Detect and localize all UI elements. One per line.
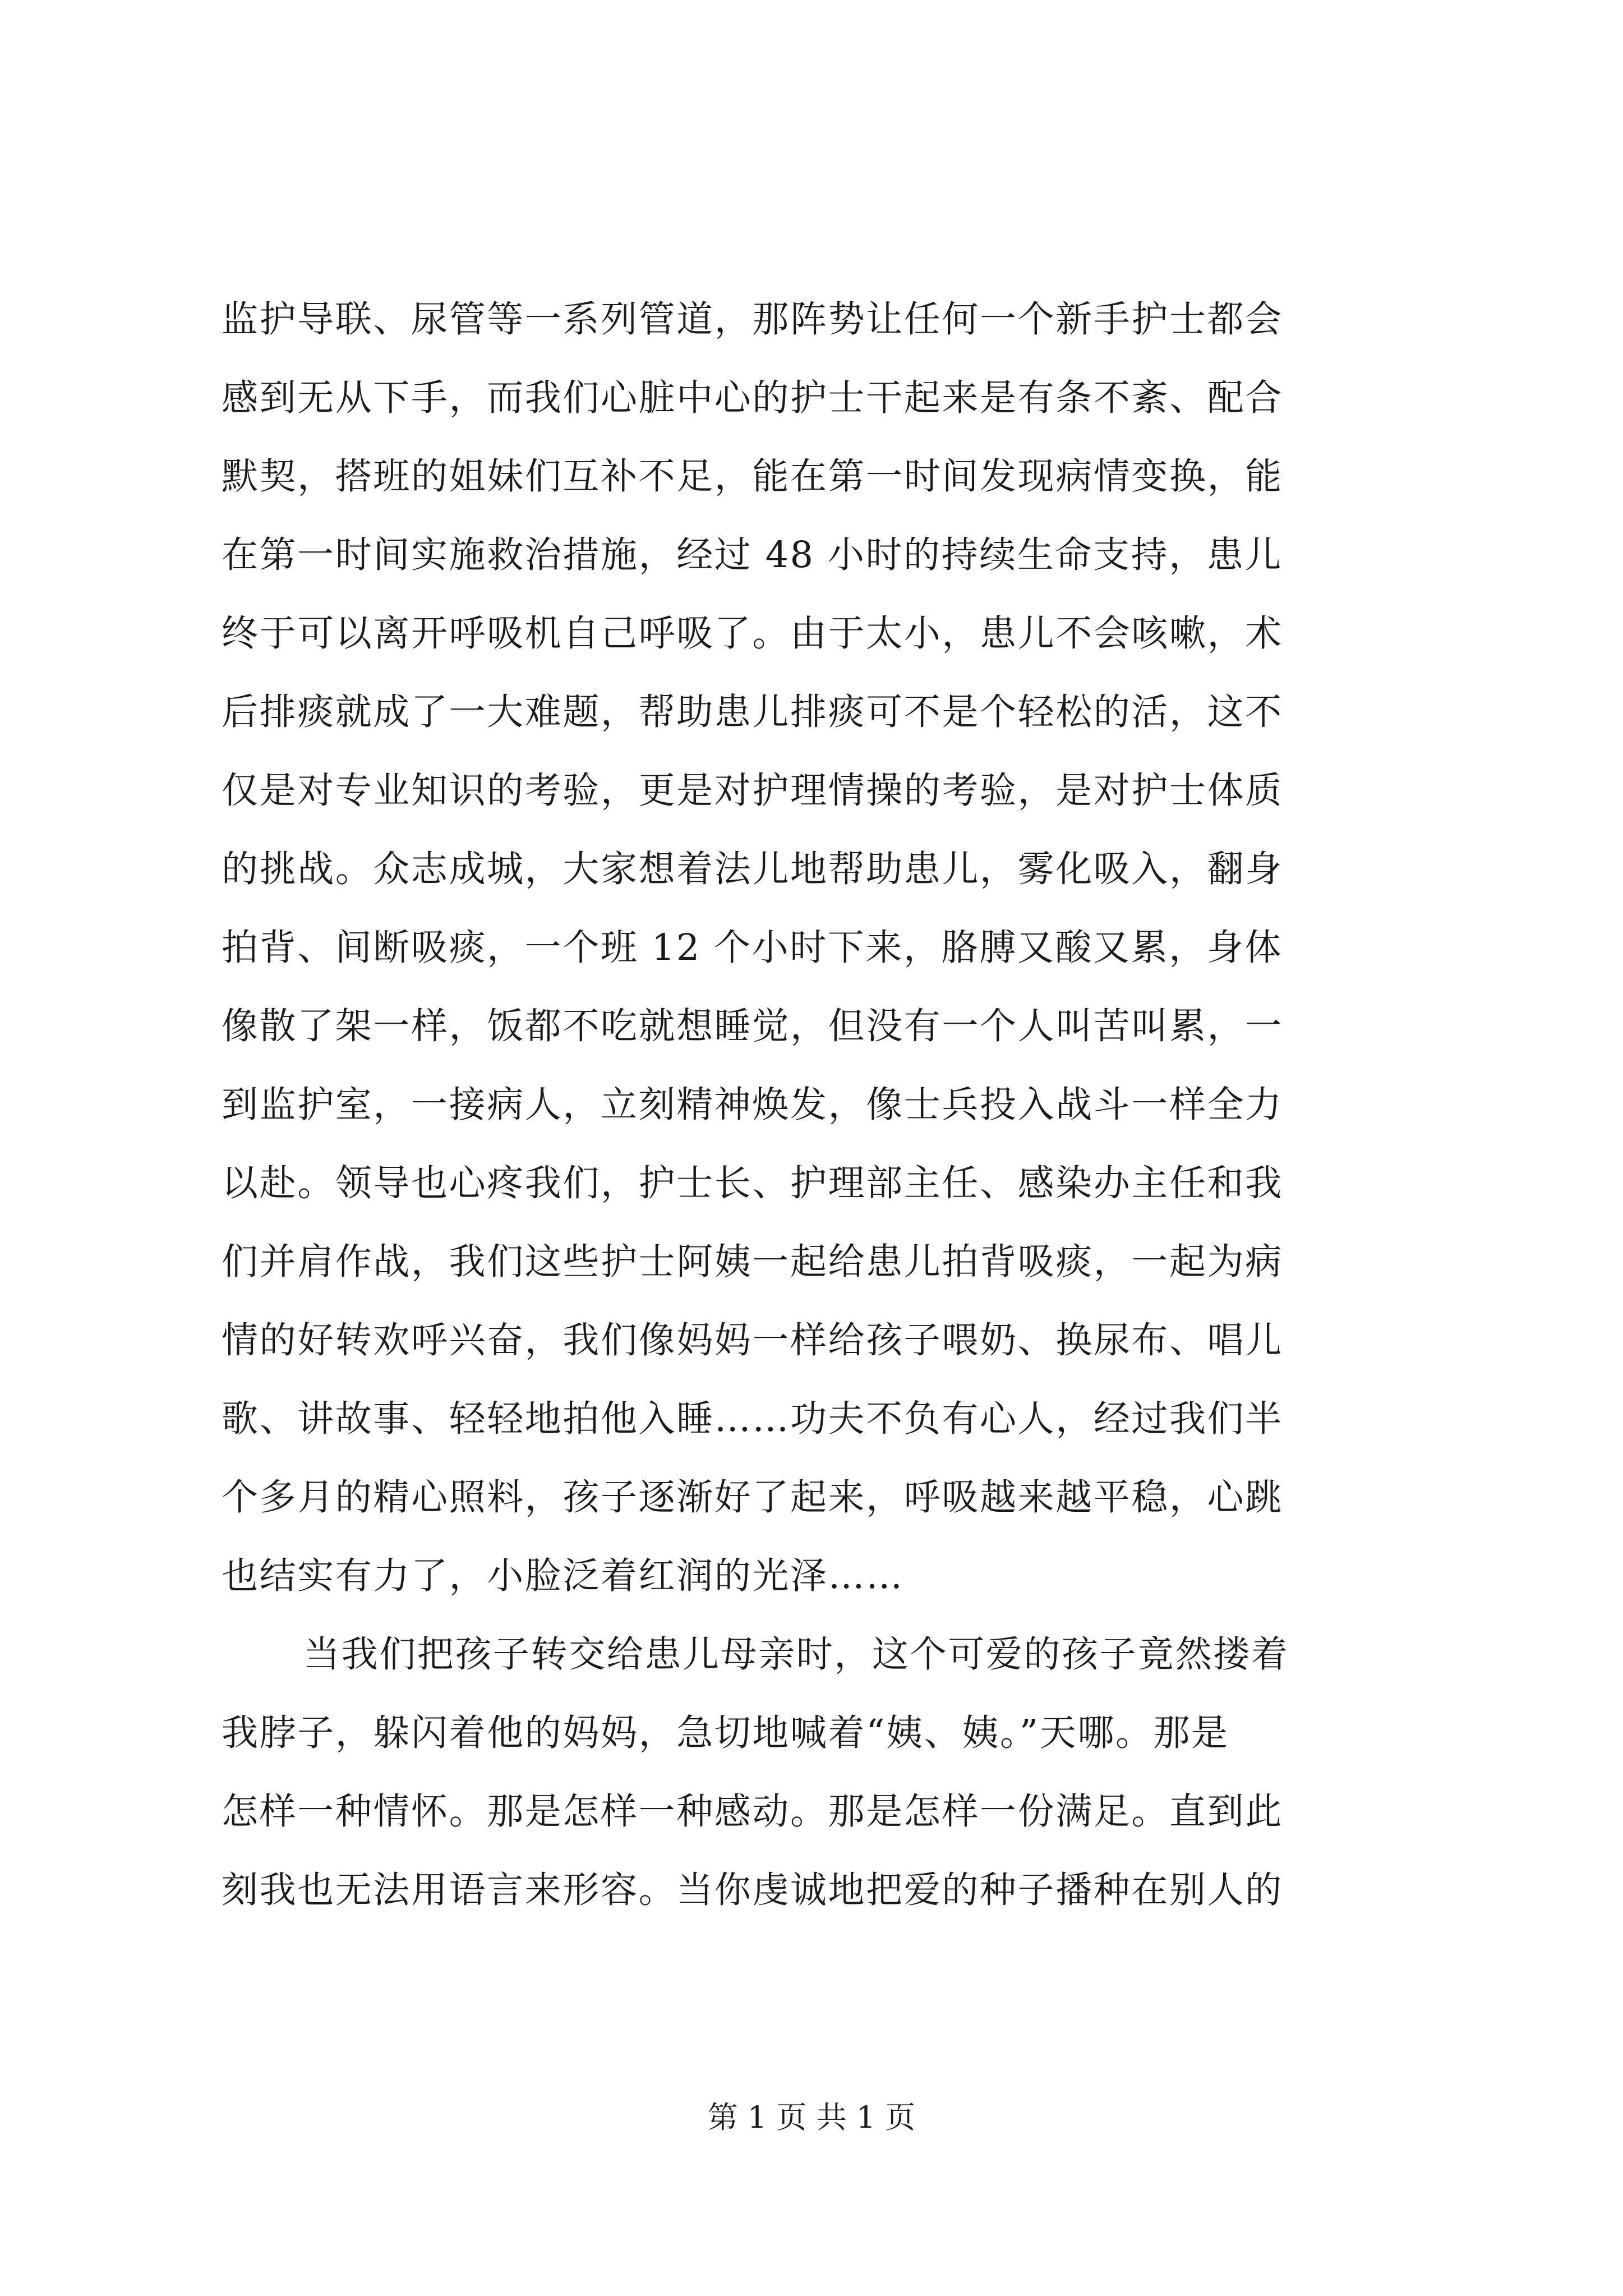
text-line: 当我们把孩子转交给患儿母亲时，这个可爱的孩子竟然搂着: [303, 1634, 1289, 1676]
text-line: 监护导联、尿管等一系列管道，那阵势让任何一个新手护士都会: [222, 298, 1283, 341]
text-line: 终于可以离开呼吸机自己呼吸了。由于太小，患儿不会咳嗽，术: [222, 613, 1283, 655]
text-line: 也结实有力了，小脸泛着红润的光泽……: [222, 1555, 904, 1597]
text-line: 默契，搭班的姐妹们互补不足，能在第一时间发现病情变换，能: [222, 455, 1283, 498]
text-line: 感到无从下手，而我们心脏中心的护士干起来是有条不紊、配合: [222, 377, 1283, 419]
text-line: 情的好转欢呼兴奋，我们像妈妈一样给孩子喂奶、换尿布、唱儿: [222, 1319, 1283, 1361]
text-line: 在第一时间实施救治措施，经过 48 小时的持续生命支持，患儿: [222, 534, 1283, 576]
text-line: 刻我也无法用语言来形容。当你虔诚地把爱的种子播种在别人的: [222, 1869, 1283, 1911]
text-line: 像散了架一样，饭都不吃就想睡觉，但没有一个人叫苦叫累，一: [222, 1005, 1283, 1047]
text-line: 后排痰就成了一大难题，帮助患儿排痰可不是个轻松的活，这不: [222, 691, 1283, 733]
text-line: 拍背、间断吸痰，一个班 12 个小时下来，胳膊又酸又累，身体: [222, 927, 1283, 969]
text-line: 仅是对专业知识的考验，更是对护理情操的考验，是对护士体质: [222, 770, 1283, 812]
text-line: 们并肩作战，我们这些护士阿姨一起给患儿拍背吸痰，一起为病: [222, 1241, 1283, 1283]
page-number-footer: 第 1 页 共 1 页: [707, 2100, 916, 2135]
text-line: 我脖子，躲闪着他的妈妈，急切地喊着“姨、姨。”天哪。那是: [222, 1712, 1229, 1754]
text-line: 个多月的精心照料，孩子逐渐好了起来，呼吸越来越平稳，心跳: [222, 1476, 1283, 1519]
text-line: 的挑战。众志成城，大家想着法儿地帮助患儿，雾化吸入，翻身: [222, 848, 1283, 890]
text-line: 到监护室，一接病人，立刻精神焕发，像士兵投入战斗一样全力: [222, 1084, 1283, 1126]
text-line: 怎样一种情怀。那是怎样一种感动。那是怎样一份满足。直到此: [222, 1791, 1283, 1833]
text-line: 以赴。领导也心疼我们，护士长、护理部主任、感染办主任和我: [222, 1162, 1283, 1204]
text-line: 歌、讲故事、轻轻地拍他入睡……功夫不负有心人，经过我们半: [222, 1398, 1283, 1440]
body-text: [222, 280, 1427, 1930]
